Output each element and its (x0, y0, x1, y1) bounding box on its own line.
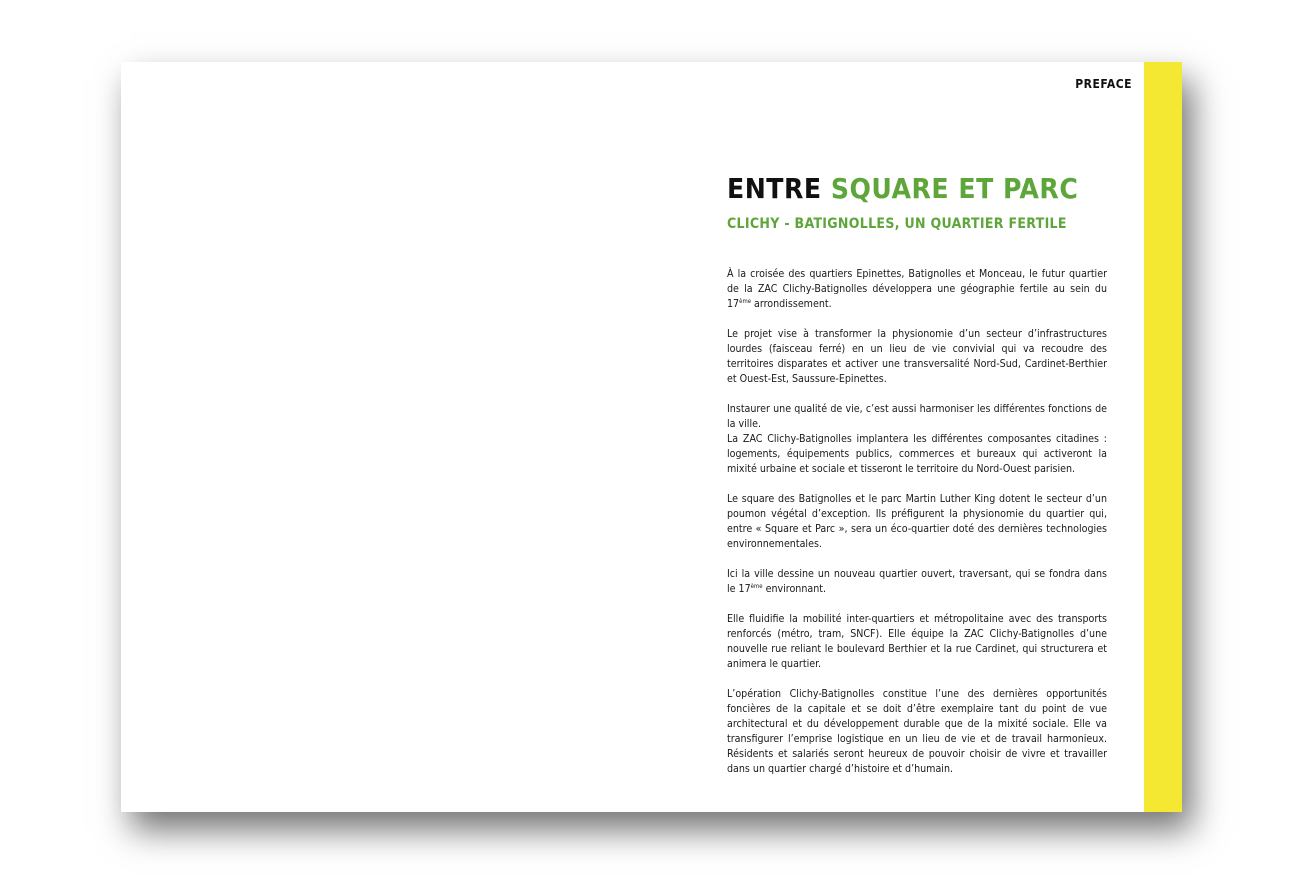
section-label: PREFACE (1075, 77, 1132, 91)
paragraph-1 (727, 267, 1107, 312)
superscript-ordinal: ème (750, 583, 763, 590)
yellow-edge-strip (1144, 62, 1182, 812)
book-spread (121, 62, 1182, 812)
superscript-ordinal: ème (739, 298, 752, 305)
title-part-dark: ENTRE (727, 172, 831, 205)
paragraph-3 (727, 402, 1107, 477)
paragraph-5-text: Ici la ville dessine un nouveau quartier ouvert, traversant, qui se fondra dans le 17 (727, 568, 1107, 595)
paragraph-6: Elle fluidifie la mobilité inter-quartiers et métropolitaine avec des transports renforcés (métro, tram, SNCF). Elle équipe la ZAC Clichy-Batignolles d’une nouvelle rue reliant le boulevard Berthier et la rue Cardinet, qui structurera et animera le quartier. (727, 613, 1107, 670)
paragraph-1-end: arrondissement. (751, 298, 832, 310)
paragraph-5-end: environnant. (762, 583, 827, 595)
paragraph-5 (727, 567, 1107, 597)
body-text (727, 267, 1107, 792)
page-subtitle: CLICHY - BATIGNOLLES, UN QUARTIER FERTILE (727, 216, 1067, 232)
paragraph-3-line-1: Instaurer une qualité de vie, c’est aussi harmoniser les différentes fonctions de la ville. (727, 403, 1107, 430)
paragraph-2: Le projet vise à transformer la physionomie d’un secteur d’infrastructures lourdes (faisceau ferré) en un lieu de vie convivial qui va recoudre des territoires disparates et activer une transversalité Nord-Sud, Cardinet-Berthier et Ouest-Est, Saussure-Epinettes. (727, 328, 1107, 385)
paragraph-1-text: À la croisée des quartiers Epinettes, Batignolles et Monceau, le futur quartier de la ZAC Clichy-Batignolles développera une géographie fertile au sein du 17 (727, 268, 1107, 310)
page-title (727, 172, 1078, 206)
paragraph-4: Le square des Batignolles et le parc Martin Luther King dotent le secteur d’un poumon végétal d’exception. Ils préfigurent la physionomie du quartier qui, entre « Square et Parc », sera un éco-quartier doté des dernières technologies environnementales. (727, 493, 1107, 550)
paragraph-3-line-2: La ZAC Clichy-Batignolles implantera les différentes composantes citadines : logements, équipements publics, commerces et bureaux qui activeront la mixité urbaine et sociale et tisseront le territoire du Nord-Ouest parisien. (727, 433, 1107, 475)
paragraph-7: L’opération Clichy-Batignolles constitue l’une des dernières opportunités foncières de la capitale et se doit d’être exemplaire tant du point de vue architectural et du développement durable que de la mixité sociale. Elle va transfigurer l’emprise logistique en un lieu de vie et de travail harmonieux. Résidents et salariés seront heureux de pouvoir choisir de vivre et travailler dans un quartier chargé d’histoire et d’humain. (727, 688, 1107, 775)
title-part-green: SQUARE ET PARC (830, 172, 1079, 205)
